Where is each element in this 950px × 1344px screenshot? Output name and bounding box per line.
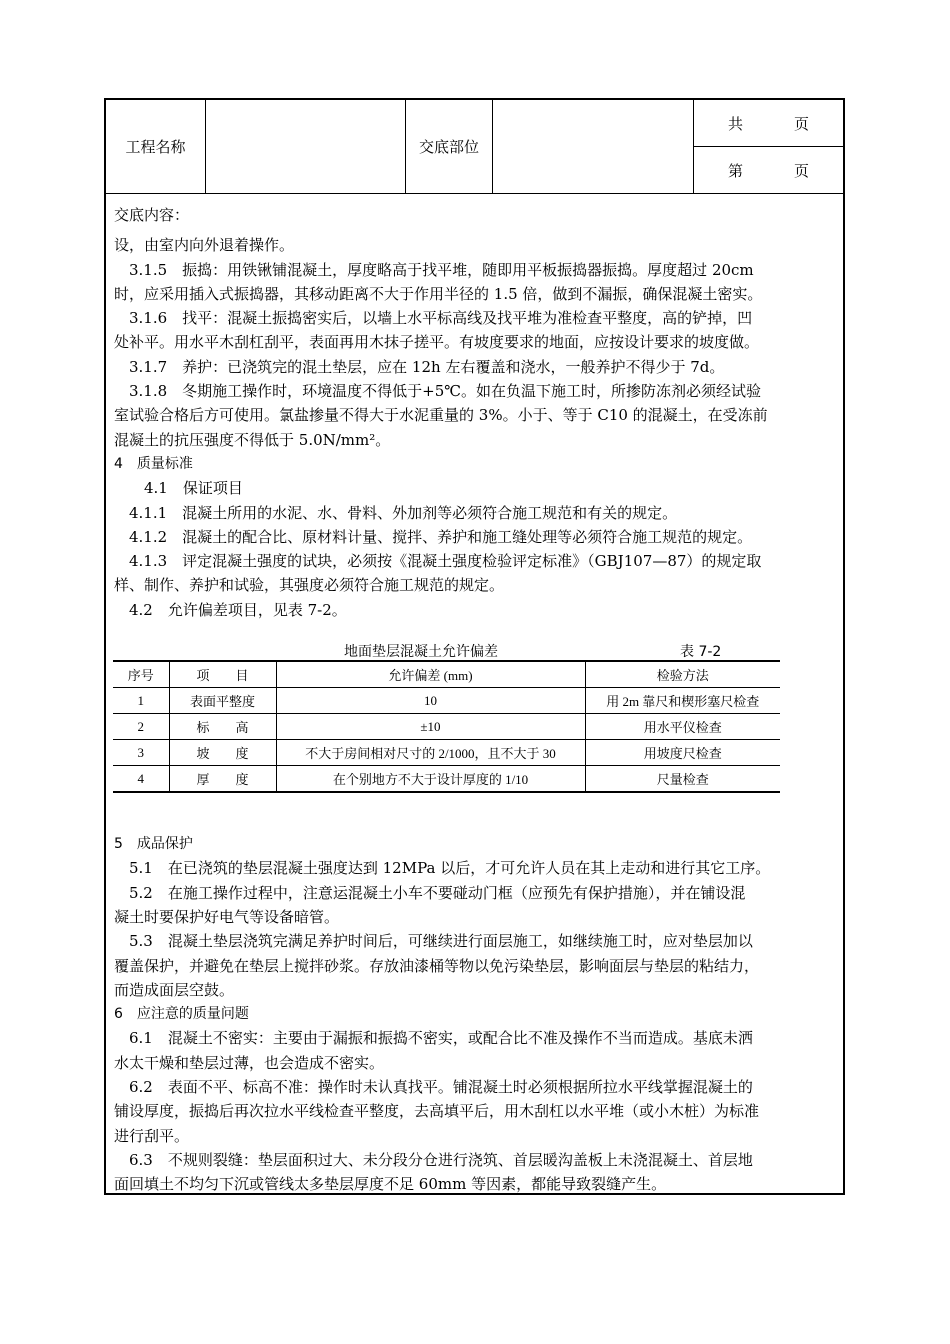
table-cell: 10: [276, 688, 585, 714]
table-cell: 用水平仪检查: [585, 714, 780, 740]
text-line: 处补平。用水平木刮杠刮平，表面再用木抹子搓平。有坡度要求的地面，应按设计要求的坡度做。: [114, 333, 760, 352]
text-line: 5.3 混凝土垫层浇筑完满足养护时间后，可继续进行面层施工，如继续施工时，应对垫层加以: [114, 932, 753, 951]
paragraphs-part1: [114, 233, 838, 622]
content-heading: 交底内容：: [114, 206, 190, 224]
table-cell: 用坡度尺检查: [585, 740, 780, 766]
text-line: 时，应采用插入式振捣器，其移动距离不大于作用半径的 1.5 倍，做到不漏振，确保混凝土密实。: [114, 284, 763, 303]
table-number: 表 7-2: [680, 644, 722, 660]
text-line: 水太干燥和垫层过薄，也会造成不密实。: [114, 1053, 385, 1072]
text-line: 混凝土的抗压强度不得低于 5.0N/mm²。: [114, 430, 391, 449]
text-line: 4.1.1 混凝土所用的水泥、水、骨料、外加剂等必须符合施工规范和有关的规定。: [114, 503, 678, 522]
project-name-field[interactable]: [206, 100, 405, 193]
col-header: 序号: [113, 661, 169, 688]
table-title: 地面垫层混凝土允许偏差: [344, 644, 498, 660]
table-row: [113, 740, 780, 766]
location-label: 交底部位: [418, 138, 479, 156]
text-line: 设，由室内向外退着操作。: [114, 236, 295, 255]
text-line: 5.2 在施工操作过程中，注意运混凝土小车不要碰动门框（应预先有保护措施），并在铺设混: [114, 883, 746, 902]
text-line: 5 成品保护: [114, 836, 193, 853]
text-line: 而造成面层空鼓。: [114, 980, 235, 999]
table-cell: 坡 度: [169, 740, 276, 766]
table-cell: 尺量检查: [585, 766, 780, 793]
text-line: 凝土时要保护好电气等设备暗管。: [114, 907, 340, 926]
text-line: 3.1.5 振捣：用铁锹铺混凝土，厚度略高于找平堆，随即用平板振捣器振捣。厚度超过 20cm: [114, 260, 754, 279]
page-label-a: 第: [728, 161, 744, 180]
table-cell: 4: [113, 766, 169, 793]
current-page: [694, 147, 843, 193]
text-line: 铺设厚度，振捣后再次拉水平线检查平整度，去高填平后，用木刮杠以水平堆（或小木桩）为标准: [114, 1102, 760, 1121]
table-cell: ±10: [276, 714, 585, 740]
text-line: 3.1.7 养护：已浇筑完的混土垫层，应在 12h 左右覆盖和浇水，一般养护不得少于 7d。: [114, 357, 725, 376]
total-label-b: 页: [793, 114, 809, 133]
col-header: 项 目: [169, 661, 276, 688]
text-line: 4 质量标准: [114, 455, 193, 472]
table-cell: 用 2m 靠尺和楔形塞尺检查: [585, 688, 780, 714]
table-row: [113, 766, 780, 793]
project-name-label: 工程名称: [125, 138, 186, 156]
table-cell: 2: [113, 714, 169, 740]
text-line: 4.1.3 评定混凝土强度的试块，必须按《混凝土强度检验评定标准》（GBJ107—87）的规定取: [114, 552, 762, 571]
table-cell: 1: [113, 688, 169, 714]
text-line: 4.2 允许偏差项目，见表 7-2。: [114, 600, 347, 619]
text-line: 6.2 表面不平、标高不准：操作时未认真找平。铺混凝土时必须根据所拉水平线掌握混凝土的: [114, 1078, 753, 1097]
text-line: 室试验合格后方可使用。氯盐掺量不得大于水泥重量的 3%。小于、等于 C10 的混凝土，在受冻前: [114, 406, 768, 425]
table-cell: 在个别地方不大于设计厚度的 1/10: [276, 766, 585, 793]
table-cell: 标 高: [169, 714, 276, 740]
text-line: 覆盖保护，并避免在垫层上搅拌砂浆。存放油漆桶等物以免污染垫层，影响面层与垫层的粘结力，: [114, 956, 760, 975]
deviation-table: [113, 660, 780, 793]
col-header: 允许偏差 (mm): [276, 661, 585, 688]
table-row: [113, 688, 780, 714]
text-line: 6.1 混凝土不密实：主要由于漏振和振捣不密实，或配合比不准及操作不当而造成。基底未洒: [114, 1029, 753, 1048]
text-line: 5.1 在已浇筑的垫层混凝土强度达到 12MPa 以后，才可允许人员在其上走动和进行其它工序。: [114, 859, 771, 878]
table-cell: 3: [113, 740, 169, 766]
col-header: 检验方法: [585, 661, 780, 688]
paragraphs-part2: [114, 832, 838, 1196]
table-cell: 不大于房间相对尺寸的 2/1000，且不大于 30: [276, 740, 585, 766]
text-line: 进行刮平。: [114, 1126, 190, 1145]
total-pages: [694, 100, 843, 146]
text-line: 4.1 保证项目: [114, 479, 243, 498]
text-line: 样、制作、养护和试验，其强度必须符合施工规范的规定。: [114, 576, 505, 595]
text-line: 3.1.6 找平：混凝土振捣密实后，以墙上水平标高线及找平堆为准检查平整度，高的铲掉，凹: [114, 309, 753, 328]
page-label-b: 页: [793, 161, 809, 180]
table-header-row: [113, 661, 780, 688]
text-line: 6.3 不规则裂缝：垫层面积过大、未分段分仓进行浇筑、首层暖沟盖板上未浇混凝土、首层地: [114, 1150, 753, 1169]
text-line: 面回填土不均匀下沉或管线太多垫层厚度不足 60mm 等因素，都能导致裂缝产生。: [114, 1175, 667, 1194]
table-cell: 表面平整度: [169, 688, 276, 714]
table-cell: 厚 度: [169, 766, 276, 793]
table-row: [113, 714, 780, 740]
total-label-a: 共: [728, 114, 744, 133]
text-line: 4.1.2 混凝土的配合比、原材料计量、搅拌、养护和施工缝处理等必须符合施工规范的规定。: [114, 527, 753, 546]
header-table: [106, 100, 843, 194]
text-line: 6 应注意的质量问题: [114, 1006, 249, 1023]
location-field[interactable]: [493, 100, 693, 193]
text-line: 3.1.8 冬期施工操作时，环境温度不得低于+5℃。如在负温下施工时，所掺防冻剂必须经试验: [114, 382, 762, 401]
